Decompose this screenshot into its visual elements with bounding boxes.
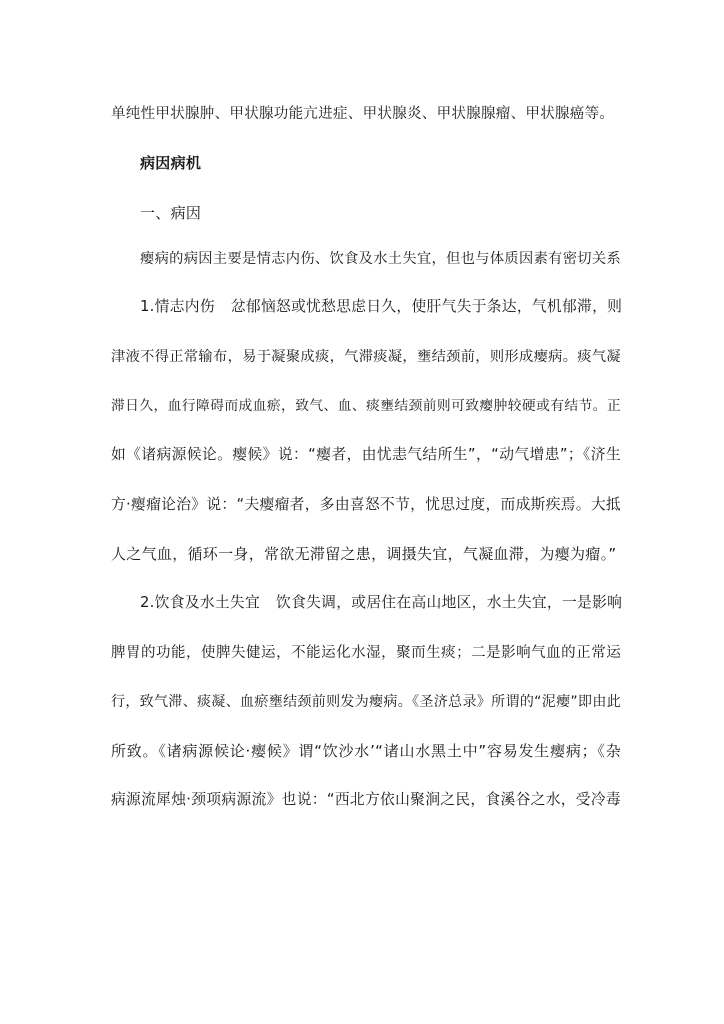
paragraph-2-text: 饮食失调，或居住在高山地区，水土失宜，一是影响 (276, 594, 623, 611)
paragraph-1-text: 忿郁恼怒或忧愁思虑日久，使肝气失于条达，气机郁滞，则 (230, 298, 623, 315)
text-line: 津液不得正常输布，易于凝聚成痰，气滞痰凝，壅结颈前，则形成瘿病。痰气凝 (111, 349, 621, 365)
text-line: 单纯性甲状腺肿、甲状腺功能亢进症、甲状腺炎、甲状腺腺瘤、甲状腺癌等。 (111, 106, 615, 122)
text-line: 脾胃的功能，使脾失健运，不能运化水湿，聚而生痰；二是影响气血的正常运 (111, 645, 621, 661)
section-heading: 病因病机 (140, 154, 202, 172)
text-line: 如《诸病源候论。瘿候》说：“瘿者，由忧恚气结所生”，“动气增患”；《济生 (111, 446, 621, 463)
text-line: 行，致气滞、痰凝、血瘀壅结颈前则发为瘿病。《圣济总录》所谓的“泥瘿”即由此 (111, 694, 621, 710)
subsection-heading: 一、病因 (140, 204, 202, 222)
paragraph-1-label: 1.情志内伤 (140, 298, 215, 315)
text-line: 所致。《诸病源候论·瘿候》谓“饮沙水’“诸山水黑土中”容易发生瘿病；《杂 (111, 742, 621, 760)
text-line: 病源流犀烛·颈项病源流》也说：“西北方依山聚涧之民，食溪谷之水，受冷毒 (111, 791, 621, 808)
text-line: 人之气血，循环一身，常欲无滞留之患，调摄失宜，气凝血滞，为瘿为瘤。” (111, 545, 617, 563)
paragraph-2-label: 2.饮食及水土失宜 (140, 594, 261, 611)
intro-paragraph: 瘿病的病因主要是情志内伤、饮食及水土失宜，但也与体质因素有密切关系 (140, 251, 621, 267)
paragraph-1-first-line (140, 297, 621, 317)
text-line: 滞日久，血行障碍而成血瘀，致气、血、痰壅结颈前则可致瘿肿较硬或有结节。正 (111, 398, 621, 414)
text-line: 方·瘿瘤论治》说：“夫瘿瘤者，多由喜怒不节，忧思过度，而成斯疾焉。大抵 (111, 496, 621, 513)
paragraph-2-first-line (140, 593, 621, 613)
